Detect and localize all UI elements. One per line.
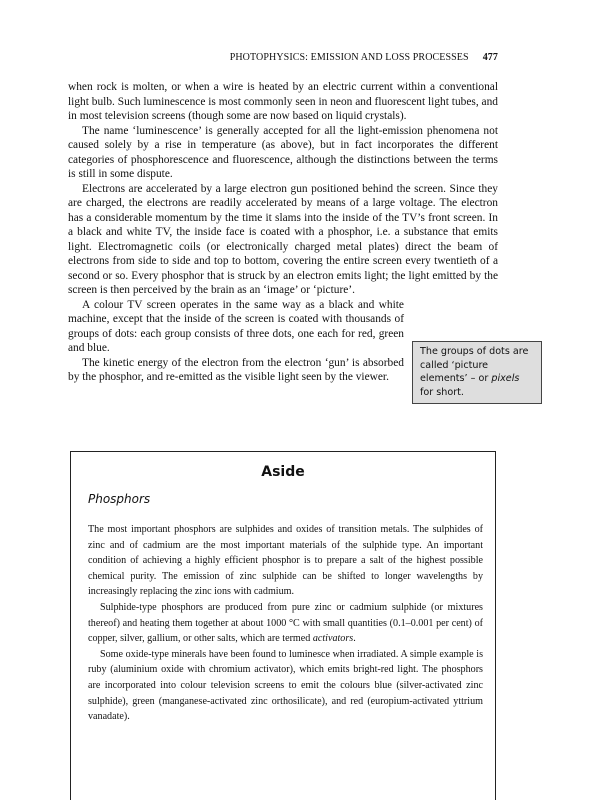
running-head bbox=[68, 52, 498, 63]
aside-title: Aside bbox=[261, 464, 305, 480]
aside-paragraph: Some oxide-type minerals have been found to luminesce when irradiated. A simple example is ruby (aluminium oxide with chromium activator), which emits bright-red light. The phosphors are incorporated into colour television screens to emit the colours blue (silver-activated zinc sulphide), green (manganese-activated zinc orthosilicate), and red (europium-activated yttrium vanadate). bbox=[88, 648, 483, 723]
page-number: 477 bbox=[482, 52, 498, 63]
margin-note-text: The groups of dots are called ‘picture elements’ – or bbox=[420, 346, 529, 384]
paragraph: The kinetic energy of the electron from the electron ‘gun’ is absorbed by the phosphor, and re-emitted as the visible light seen by the viewer. bbox=[68, 356, 404, 383]
margin-note-term: pixels bbox=[491, 373, 520, 384]
aside-subtitle: Phosphors bbox=[88, 492, 151, 506]
paragraph: The name ‘luminescence’ is generally accepted for all the light-emission phenomena not caused solely by a rise in temperature (as above), but in fact incorporates the different categories of phosphorescence and fluorescence, although the distinctions between the terms is still in some dispute. bbox=[68, 124, 498, 180]
aside-paragraph: The most important phosphors are sulphides and oxides of transition metals. The sulphides of zinc and of cadmium are the most important materials of the sulphide type. An important condition of achieving a highly efficient phosphor is to prepare a salt of the highest possible chemical purity. The emission of zinc sulphide can be shifted to longer wavelengths by increasingly replacing the zinc ions with cadmium. bbox=[88, 524, 483, 598]
paragraph: Electrons are accelerated by a large electron gun positioned behind the screen. Since they are charged, the electrons are readily accelerated by means of a large voltage. The electron has a considerable momentum by the time it slams into the inside of the TV’s front screen. In a black and white TV, the inside face is coated with a phosphor, i.e. a substance that emits light. Electromagnetic coils (or electronically charged metal plates) direct the beam of electrons from side to side and top to bottom, covering the entire screen every twentieth of a second or so. Every phosphor that is struck by an electron emits light; the light emitted by the screen is then perceived by the brain as an ‘image’ or ‘picture’. bbox=[68, 182, 498, 296]
running-title: PHOTOPHYSICS: EMISSION AND LOSS PROCESSES bbox=[229, 52, 469, 63]
aside-box bbox=[70, 451, 496, 800]
aside-body bbox=[88, 522, 483, 725]
aside-paragraph-text: Sulphide-type phosphors are produced from pure zinc or cadmium sulphide (or mixtures thereof) and heating them together at about 1000 °C with small quantities (0.1–0.001 per cent) of copper, silver, gallium, or other salts, which are termed bbox=[88, 601, 483, 645]
aside-paragraph-end: . bbox=[353, 633, 356, 645]
aside-paragraph bbox=[88, 600, 483, 647]
aside-term: activators bbox=[312, 633, 354, 645]
paragraph: A colour TV screen operates in the same way as a black and white machine, except that the inside of the screen is coated with thousands of groups of dots: each group consists of three dots, one each for red, green and blue. bbox=[68, 298, 404, 354]
paragraph: when rock is molten, or when a wire is heated by an electric current within a conventional light bulb. Such luminescence is most commonly seen in neon and fluorescent light tubes, and in most television screens (though some are now based on liquid crystals). bbox=[68, 81, 498, 122]
margin-note-text-end: for short. bbox=[420, 386, 464, 398]
main-text bbox=[68, 80, 498, 385]
margin-note bbox=[412, 341, 542, 404]
